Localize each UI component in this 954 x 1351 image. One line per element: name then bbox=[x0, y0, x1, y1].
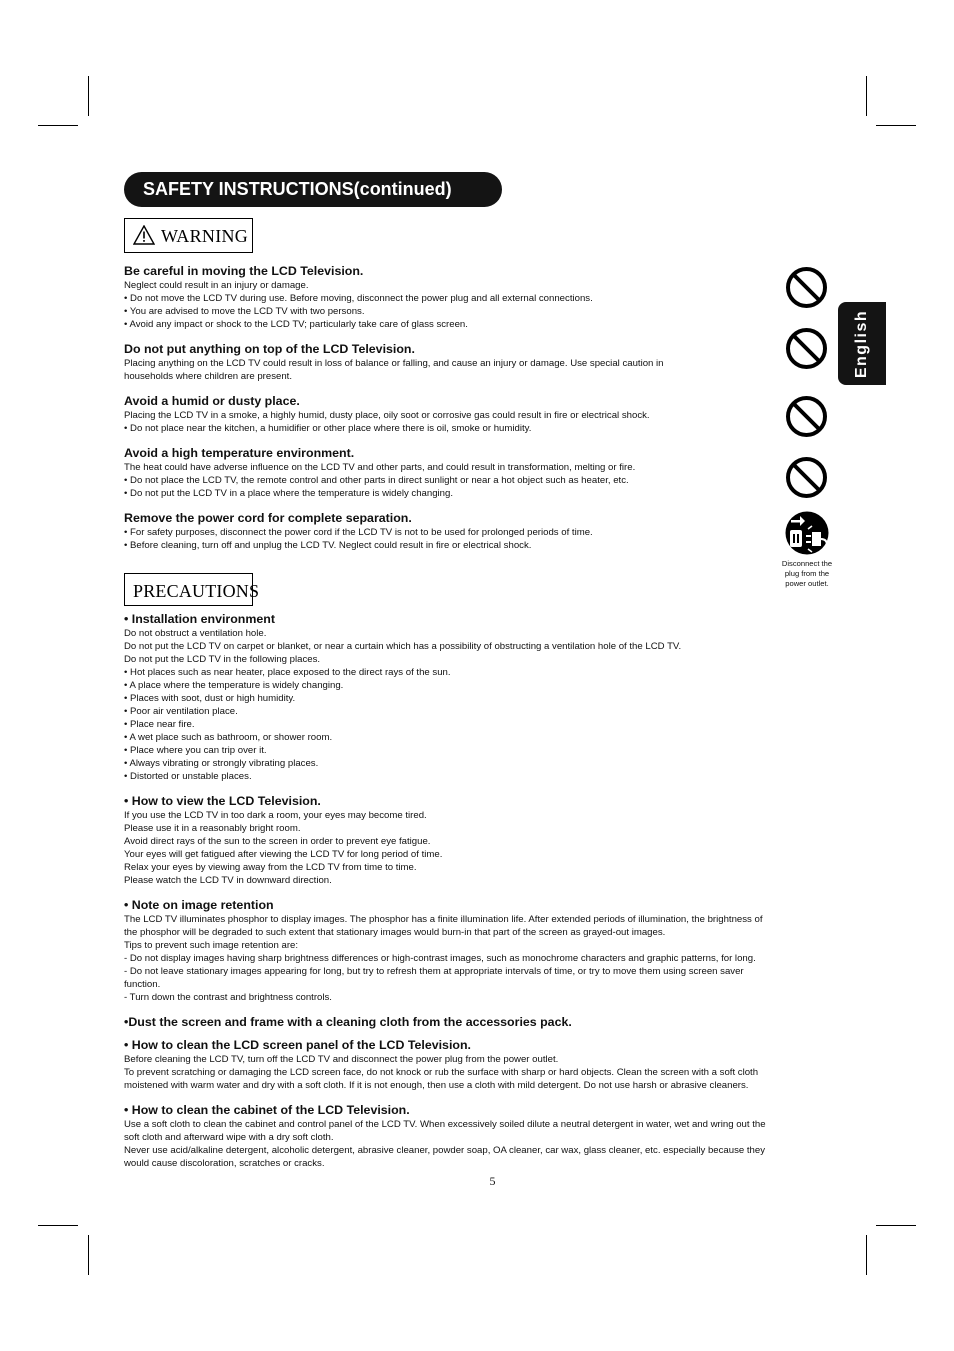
crop-mark bbox=[88, 1235, 89, 1275]
body-line: Please use it in a reasonably bright room. bbox=[124, 823, 301, 834]
section-heading: Be careful in moving the LCD Television. bbox=[124, 264, 364, 278]
body-line: • Do not place the LCD TV, the remote control and other parts in direct sunlight or near a hot object such as heater, etc. bbox=[124, 475, 629, 486]
page-number: 5 bbox=[489, 1174, 496, 1188]
body-line: Neglect could result in an injury or damage. bbox=[124, 280, 309, 291]
section-heading: Do not put anything on top of the LCD Television. bbox=[124, 342, 415, 356]
prohibited-icon bbox=[785, 266, 828, 309]
body-line: Avoid direct rays of the sun to the screen in order to prevent eye fatigue. bbox=[124, 836, 431, 847]
body-line: the phosphor will be degraded to such extent that stationary images would burn-in that part of the screen as grayed-out images. bbox=[124, 927, 666, 938]
warning-section bbox=[124, 510, 839, 552]
crop-mark bbox=[866, 1235, 867, 1275]
warning-content bbox=[124, 263, 839, 562]
body-line: Your eyes will get fatigued after viewing the LCD TV for long period of time. bbox=[124, 849, 443, 860]
section-heading: Remove the power cord for complete separation. bbox=[124, 511, 412, 525]
section-heading: Avoid a high temperature environment. bbox=[124, 446, 355, 460]
body-line: • Distorted or unstable places. bbox=[124, 771, 252, 782]
body-line: households where children are present. bbox=[124, 371, 292, 382]
body-line: • Hot places such as near heater, place exposed to the direct rays of the sun. bbox=[124, 667, 451, 678]
body-line: • Place near fire. bbox=[124, 719, 195, 730]
precautions-section bbox=[124, 1037, 839, 1092]
body-line: • Always vibrating or strongly vibrating places. bbox=[124, 758, 319, 769]
body-line: Do not obstruct a ventilation hole. bbox=[124, 628, 267, 639]
prohibited-icon bbox=[785, 456, 828, 499]
body-line: Before cleaning the LCD TV, turn off the LCD TV and disconnect the power plug from the power outlet. bbox=[124, 1054, 559, 1065]
body-line: To prevent scratching or damaging the LCD screen face, do not knock or rub the surface with sharp or hard objects. Clean the screen with a soft cloth bbox=[124, 1067, 759, 1078]
caption-line: Disconnect the bbox=[781, 559, 833, 568]
caption-line: plug from the bbox=[784, 569, 830, 578]
body-line: Use a soft cloth to clean the cabinet and control panel of the LCD TV. When excessively soiled dilute a neutral detergent in water, wet and wring out the bbox=[124, 1119, 766, 1130]
body-line: soft cloth and afterward wipe with a dry soft cloth. bbox=[124, 1132, 334, 1143]
section-heading: Avoid a humid or dusty place. bbox=[124, 394, 300, 408]
crop-mark bbox=[876, 1225, 916, 1226]
body-line: • Avoid any impact or shock to the LCD TV; particularly take care of glass screen. bbox=[124, 319, 468, 330]
body-line: would cause discoloration, scratches or cracks. bbox=[124, 1158, 325, 1169]
crop-mark bbox=[88, 76, 89, 116]
warning-section bbox=[124, 445, 839, 500]
crop-mark bbox=[38, 125, 78, 126]
body-line: • A wet place such as bathroom, or shower room. bbox=[124, 732, 333, 743]
body-line: - Do not display images having sharp brightness differences or high-contrast images, such as monochrome characters and graphic patterns, for long. bbox=[124, 953, 756, 964]
body-line: • You are advised to move the LCD TV with two persons. bbox=[124, 306, 365, 317]
body-line: Please watch the LCD TV in downward direction. bbox=[124, 875, 332, 886]
body-line: • Before cleaning, turn off and unplug the LCD TV. Neglect could result in fire or electrical shock. bbox=[124, 540, 532, 551]
body-line: moistened with warm water and dry with a soft cloth. If it is not enough, then use a cloth with mild detergent. Do not use harsh or abrasive cleaners. bbox=[124, 1080, 749, 1091]
prohibited-icon bbox=[785, 327, 828, 370]
section-heading: •Dust the screen and frame with a cleaning cloth from the accessories pack. bbox=[124, 1015, 572, 1029]
body-line: If you use the LCD TV in too dark a room, your eyes may become tired. bbox=[124, 810, 427, 821]
crop-mark bbox=[38, 1225, 78, 1226]
language-tab-label: English bbox=[853, 309, 870, 378]
unplug-icon bbox=[785, 510, 829, 556]
body-line: Do not put the LCD TV on carpet or blanket, or near a curtain which has a possibility of obstructing a ventilation hole of the LCD TV. bbox=[124, 641, 682, 652]
warning-section bbox=[124, 393, 839, 435]
body-line: Relax your eyes by viewing away from the LCD TV from time to time. bbox=[124, 862, 417, 873]
caption-line: power outlet. bbox=[785, 579, 829, 588]
body-line: • Do not place near the kitchen, a humidifier or other place where there is oil, smoke or humidity. bbox=[124, 423, 532, 434]
warning-section bbox=[124, 341, 839, 383]
body-line: The LCD TV illuminates phosphor to display images. The phosphor has a finite illumination life. After extended periods of illumination, the brightness of bbox=[124, 914, 763, 925]
warning-section bbox=[124, 263, 839, 331]
body-line: Placing anything on the LCD TV could result in loss of balance or falling, and cause an injury or damage. Use special caution in bbox=[124, 358, 664, 369]
precautions-section bbox=[124, 1102, 839, 1170]
body-line: - Do not leave stationary images appearing for long, but try to refresh them at appropriate intervals of time, or try to move them using screen saver bbox=[124, 966, 744, 977]
unplug-caption bbox=[768, 559, 846, 589]
body-line: • Poor air ventilation place. bbox=[124, 706, 238, 717]
body-line: Placing the LCD TV in a smoke, a highly humid, dusty place, oily soot or corrosive gas could result in fire or electrical shock. bbox=[124, 410, 650, 421]
body-line: • Places with soot, dust or high humidity. bbox=[124, 693, 296, 704]
crop-mark bbox=[866, 76, 867, 116]
warning-triangle-icon bbox=[133, 225, 155, 245]
section-heading: • Installation environment bbox=[124, 612, 275, 626]
body-line: • Place where you can trip over it. bbox=[124, 745, 267, 756]
precautions-section bbox=[124, 793, 839, 887]
body-line: - Turn down the contrast and brightness controls. bbox=[124, 992, 332, 1003]
body-line: Never use acid/alkaline detergent, alcoholic detergent, abrasive cleaner, powder soap, OA cleaner, car wax, glass cleaner, etc. especially because they bbox=[124, 1145, 766, 1156]
prohibited-icon bbox=[785, 395, 828, 438]
body-line: Do not put the LCD TV in the following places. bbox=[124, 654, 321, 665]
body-line: • For safety purposes, disconnect the power cord if the LCD TV is not to be used for prolonged periods of time. bbox=[124, 527, 593, 538]
warning-label-box bbox=[124, 218, 253, 253]
body-line: The heat could have adverse influence on the LCD TV and other parts, and could result in transformation, melting or fire. bbox=[124, 462, 636, 473]
warning-label: WARNING bbox=[161, 226, 249, 246]
body-line: • Do not move the LCD TV during use. Before moving, disconnect the power plug and all external connections. bbox=[124, 293, 593, 304]
precautions-label-box bbox=[124, 573, 260, 606]
language-tab bbox=[838, 302, 886, 385]
section-heading: • How to clean the cabinet of the LCD Television. bbox=[124, 1103, 410, 1117]
precautions-content bbox=[124, 611, 839, 1180]
precautions-section bbox=[124, 1014, 839, 1030]
body-line: Tips to prevent such image retention are: bbox=[124, 940, 299, 951]
body-line: • Do not put the LCD TV in a place where the temperature is widely changing. bbox=[124, 488, 454, 499]
precautions-label: PRECAUTIONS bbox=[133, 581, 260, 601]
crop-mark bbox=[876, 125, 916, 126]
page-title: SAFETY INSTRUCTIONS(continued) bbox=[124, 172, 502, 207]
precautions-section bbox=[124, 611, 839, 783]
section-heading: • Note on image retention bbox=[124, 898, 274, 912]
precautions-section bbox=[124, 897, 839, 1004]
body-line: • A place where the temperature is widely changing. bbox=[124, 680, 344, 691]
section-heading: • How to clean the LCD screen panel of the LCD Television. bbox=[124, 1038, 471, 1052]
section-heading: • How to view the LCD Television. bbox=[124, 794, 321, 808]
body-line: function. bbox=[124, 979, 161, 990]
